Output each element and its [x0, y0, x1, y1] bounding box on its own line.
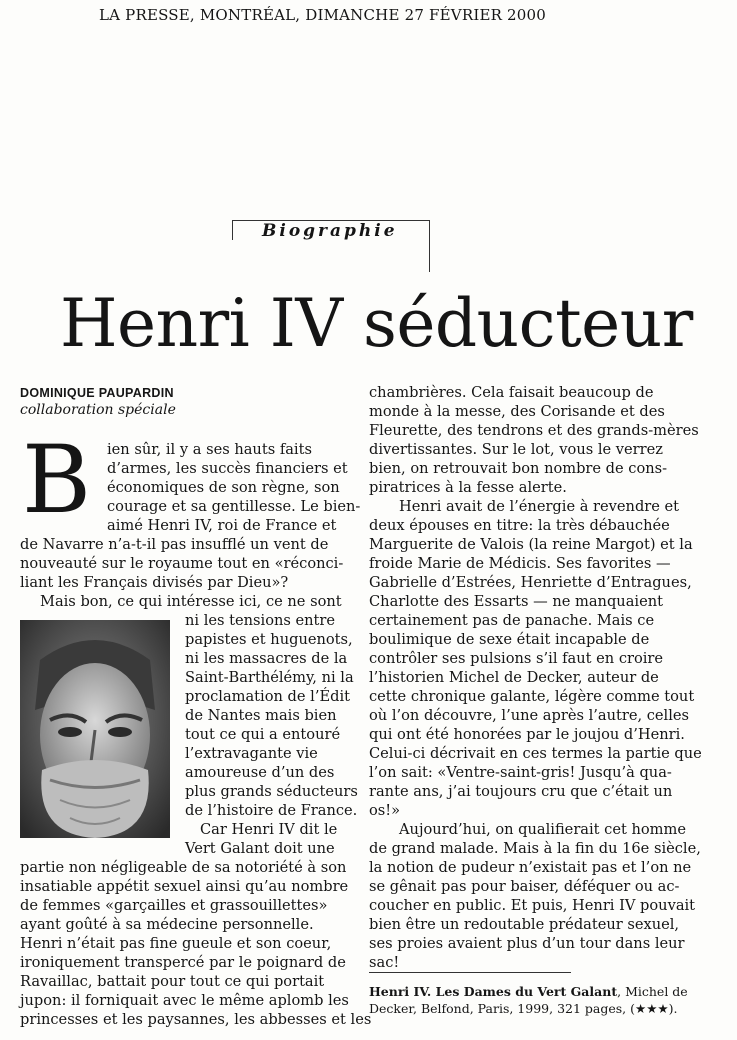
text-line: piratrices à la fesse alerte. [369, 479, 567, 496]
text-line: sac! [369, 954, 400, 971]
text-line: se gênait pas pour baiser, déféquer ou ac- [369, 878, 680, 895]
text-line: Marguerite de Valois (la reine Margot) et la [369, 536, 693, 553]
text-line: amoureuse d’un des [185, 764, 335, 781]
lead-paragraph-beside-dropcap [107, 440, 360, 535]
text-line: papistes et huguenots, [185, 631, 353, 648]
text-line: jupon: il forniquait avec le même aplomb les [20, 992, 349, 1009]
text-line: proclamation de l’Édit [185, 688, 350, 705]
text-line: deux épouses en titre: la très débauchée [369, 517, 670, 534]
text-line: contrôler ses pulsions s’il faut en croire [369, 650, 664, 667]
byline-credit: collaboration spéciale [20, 402, 176, 418]
text-line: de femmes «garçailles et grassouillettes» [20, 897, 328, 914]
text-line: ses proies avaient plus d’un tour dans leur [369, 935, 685, 952]
text-line: l’historien Michel de Decker, auteur de [369, 669, 659, 686]
text-line: qui ont été honorées par le joujou d’Henri. [369, 726, 685, 743]
text-line: cette chronique galante, légère comme tout [369, 688, 695, 705]
book-title: Henri IV. Les Dames du Vert Galant [369, 984, 618, 999]
byline: DOMINIQUE PAUPARDIN [20, 386, 174, 400]
text-line: l’extravagante vie [185, 745, 318, 762]
text-line: ayant goûté à sa médecine personnelle. [20, 916, 314, 933]
section-kicker: Biographie [262, 221, 398, 241]
left-column-block-1 [20, 535, 343, 611]
text-line: de l’histoire de France. [185, 802, 358, 819]
text-line: liant les Français divisés par Dieu»? [20, 574, 289, 591]
text-line: rante ans, j’ai toujours cru que c’était un [369, 783, 673, 800]
text-line: bien, on retrouvait bon nombre de cons- [369, 460, 668, 477]
book-reference [369, 983, 688, 1017]
book-author-start: , Michel de [617, 984, 688, 999]
text-line: Henri avait de l’énergie à revendre et [399, 498, 680, 515]
source-divider [369, 972, 571, 973]
text-line: Vert Galant doit une [185, 840, 335, 857]
headline: Henri IV séducteur [60, 285, 693, 362]
text-line: boulimique de sexe était incapable de [369, 631, 650, 648]
text-line: monde à la messe, des Corisande et des [369, 403, 665, 420]
text-line: insatiable appétit sexuel ainsi qu’au nombre [20, 878, 349, 895]
text-line: où l’on découvre, l’une après l’autre, celles [369, 707, 690, 724]
book-publication-details: Decker, Belfond, Paris, 1999, 321 pages, (★★★). [369, 1001, 678, 1016]
text-line: de Nantes mais bien [185, 707, 337, 724]
drop-cap: B [22, 426, 92, 535]
text-line: Fleurette, des tendrons et des grands-mères [369, 422, 699, 439]
text-line: de Navarre n’a-t-il pas insufflé un vent de [20, 536, 329, 553]
text-line: ni les massacres de la [185, 650, 348, 667]
left-column-block-2 [20, 858, 371, 1029]
text-line: d’armes, les succès financiers et [107, 460, 348, 477]
text-line: Gabrielle d’Estrées, Henriette d’Entragues, [369, 574, 692, 591]
text-line: Ravaillac, battait pour tout ce qui portait [20, 973, 325, 990]
text-line: Mais bon, ce qui intéresse ici, ce ne sont [40, 593, 342, 610]
text-line: chambrières. Cela faisait beaucoup de [369, 384, 654, 401]
text-beside-portrait [185, 611, 358, 858]
text-line: ni les tensions entre [185, 612, 336, 629]
text-line: princesses et les paysannes, les abbesses et les [20, 1011, 372, 1028]
text-line: bien être un redoutable prédateur sexuel, [369, 916, 680, 933]
text-line: froide Marie de Médicis. Ses favorites — [369, 555, 671, 572]
portrait-image [20, 620, 170, 838]
text-line: partie non négligeable de sa notoriété à son [20, 859, 347, 876]
text-line: Car Henri IV dit le [200, 821, 338, 838]
text-line: Saint-Barthélémy, ni la [185, 669, 354, 686]
text-line: os!» [369, 802, 401, 819]
text-line: ien sûr, il y a ses hauts faits [107, 441, 312, 458]
text-line: coucher en public. Et puis, Henri IV pouvait [369, 897, 696, 914]
text-line: de grand malade. Mais à la fin du 16e siècle, [369, 840, 701, 857]
text-line: aimé Henri IV, roi de France et [107, 517, 337, 534]
text-line: ironiquement transpercé par le poignard de [20, 954, 346, 971]
text-line: Henri n’était pas fine gueule et son coeur, [20, 935, 332, 952]
text-line: économiques de son règne, son [107, 479, 340, 496]
text-line: tout ce qui a entouré [185, 726, 341, 743]
text-line: Aujourd’hui, on qualifierait cet homme [399, 821, 686, 838]
text-line: nouveauté sur le royaume tout en «réconci- [20, 555, 344, 572]
text-line: courage et sa gentillesse. Le bien- [107, 498, 361, 515]
text-line: divertissantes. Sur le lot, vous le verrez [369, 441, 663, 458]
text-line: plus grands séducteurs [185, 783, 358, 800]
text-line: la notion de pudeur n’existait pas et l’on ne [369, 859, 692, 876]
text-line: Charlotte des Essarts — ne manquaient [369, 593, 663, 610]
masthead: LA PRESSE, MONTRÉAL, DIMANCHE 27 FÉVRIER 2000 [99, 6, 547, 24]
text-line: certainement pas de panache. Mais ce [369, 612, 655, 629]
text-line: l’on sait: «Ventre-saint-gris! Jusqu’à qua- [369, 764, 672, 781]
text-line: Celui-ci décrivait en ces termes la partie que [369, 745, 702, 762]
right-column [369, 383, 702, 972]
